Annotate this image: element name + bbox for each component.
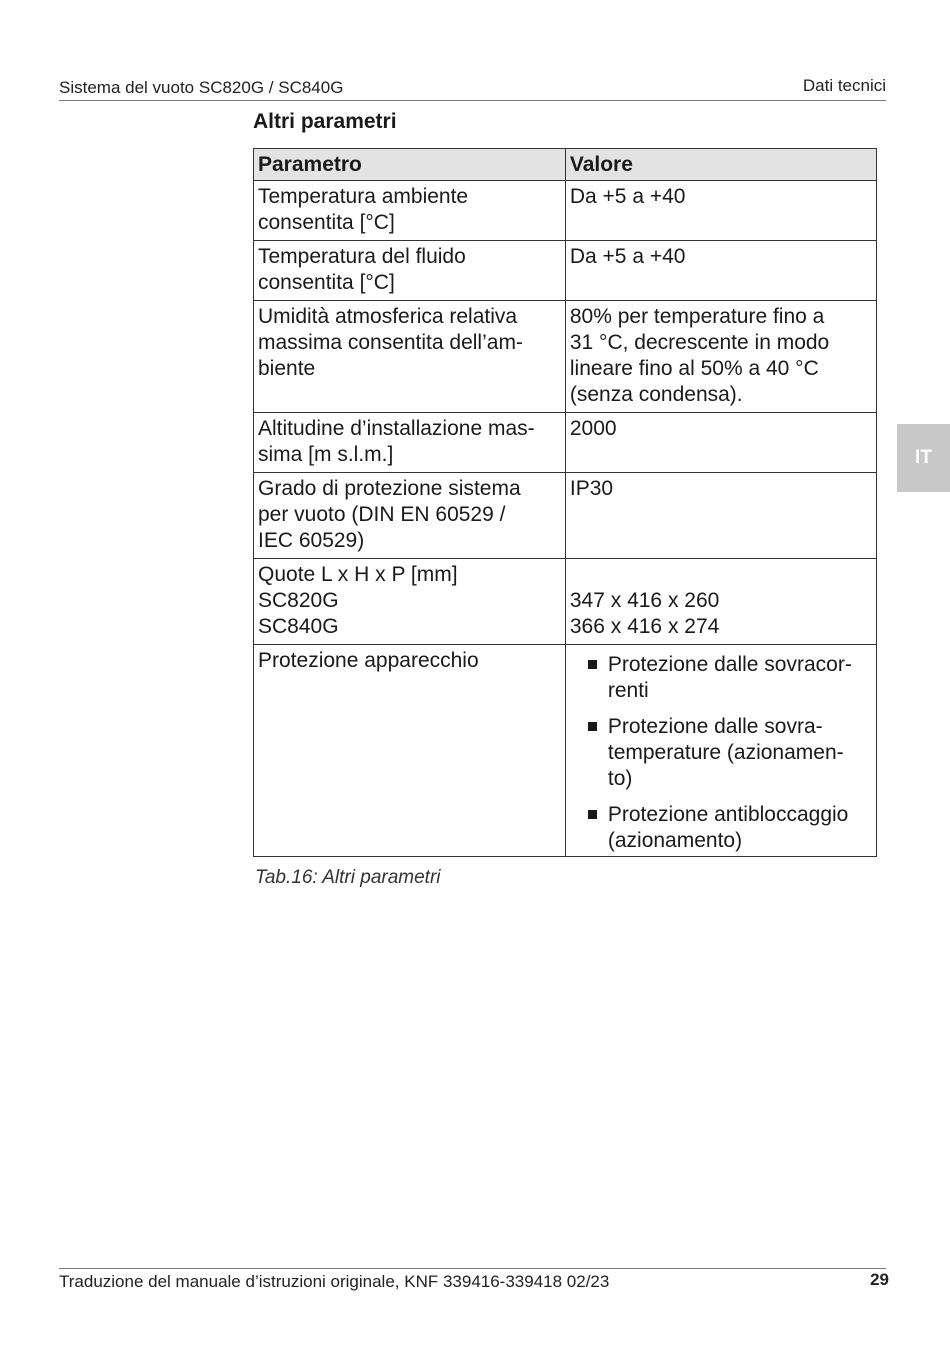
parameter-cell: Protezione apparecchio xyxy=(254,645,566,857)
cell-line: sima [m s.l.m.] xyxy=(258,443,394,466)
cell-line: SC840G xyxy=(258,615,339,638)
cell-line: per vuoto (DIN EN 60529 / xyxy=(258,503,506,526)
list-item-line: Protezione antibloccaggio xyxy=(607,803,849,826)
cell-line: 347 x 416 x 260 xyxy=(569,589,720,612)
running-header-section: Dati tecnici xyxy=(802,76,886,95)
table-header-row xyxy=(254,149,877,181)
table-row xyxy=(254,241,877,301)
cell-line: lineare fino al 50% a 40 °C xyxy=(569,357,819,380)
cell-line: Da +5 a +40 xyxy=(569,185,686,208)
value-cell xyxy=(565,473,876,559)
list-item-line: renti xyxy=(607,679,649,702)
cell-line: Temperatura del fluido xyxy=(258,245,466,268)
parameter-cell xyxy=(254,241,566,301)
cell-line: massima consentita dell’am- xyxy=(258,331,523,354)
table-row xyxy=(254,473,877,559)
list-item-line: to) xyxy=(607,767,633,790)
table-row xyxy=(254,559,877,645)
cell-line: (senza condensa). xyxy=(569,383,743,406)
column-header-parameter: Parametro xyxy=(254,149,566,181)
list-item xyxy=(570,714,872,792)
square-bullet-icon xyxy=(588,810,597,819)
header-divider xyxy=(59,100,886,101)
cell-line: 2000 xyxy=(569,417,617,440)
parameter-cell xyxy=(254,413,566,473)
square-bullet-icon xyxy=(588,660,597,669)
list-item xyxy=(570,652,872,704)
cell-line xyxy=(570,562,872,588)
parameter-cell xyxy=(254,181,566,241)
parameter-cell xyxy=(254,559,566,645)
cell-line: Da +5 a +40 xyxy=(569,245,686,268)
footer-divider xyxy=(59,1268,886,1269)
protection-list xyxy=(570,652,872,854)
cell-line: Temperatura ambiente xyxy=(258,185,469,208)
list-item-line: (azionamento) xyxy=(607,829,743,852)
cell-line: Grado di protezione sistema xyxy=(258,477,521,500)
parameter-cell xyxy=(254,301,566,413)
running-header-title: Sistema del vuoto SC820G / SC840G xyxy=(59,78,344,97)
value-cell xyxy=(565,413,876,473)
list-item-line: temperature (azionamen- xyxy=(607,741,844,764)
cell-line: Umidità atmosferica relativa xyxy=(258,305,518,328)
value-cell xyxy=(565,241,876,301)
list-item xyxy=(570,802,872,854)
cell-line: IEC 60529) xyxy=(258,529,365,552)
cell-line: 366 x 416 x 274 xyxy=(569,615,720,638)
table-row xyxy=(254,301,877,413)
page-number: 29 xyxy=(870,1270,889,1289)
parameter-cell xyxy=(254,473,566,559)
footer-text: Traduzione del manuale d’istruzioni originale, KNF 339416-339418 02/23 xyxy=(59,1272,610,1291)
value-cell xyxy=(565,301,876,413)
value-cell xyxy=(565,559,876,645)
value-cell xyxy=(565,645,876,857)
list-item-line: Protezione dalle sovracor- xyxy=(607,653,852,676)
section-title: Altri parametri xyxy=(253,110,397,133)
cell-line: biente xyxy=(258,357,316,380)
table-row xyxy=(254,413,877,473)
table-caption: Tab.16: Altri parametri xyxy=(255,867,441,888)
language-tab: IT xyxy=(897,424,950,492)
cell-line: SC820G xyxy=(258,589,339,612)
square-bullet-icon xyxy=(588,722,597,731)
parameters-table xyxy=(253,148,877,857)
value-cell xyxy=(565,181,876,241)
cell-line: consentita [°C] xyxy=(258,271,395,294)
cell-line: IP30 xyxy=(569,477,614,500)
cell-line: Altitudine d’installazione mas- xyxy=(258,417,535,440)
list-item-line: Protezione dalle sovra- xyxy=(607,715,823,738)
table-row xyxy=(254,645,877,857)
cell-line: 31 °C, decrescente in modo xyxy=(569,331,830,354)
cell-line: consentita [°C] xyxy=(258,211,395,234)
cell-line: 80% per temperature fino a xyxy=(569,305,825,328)
cell-line: Quote L x H x P [mm] xyxy=(258,563,458,586)
column-header-value: Valore xyxy=(565,149,876,181)
table-row xyxy=(254,181,877,241)
